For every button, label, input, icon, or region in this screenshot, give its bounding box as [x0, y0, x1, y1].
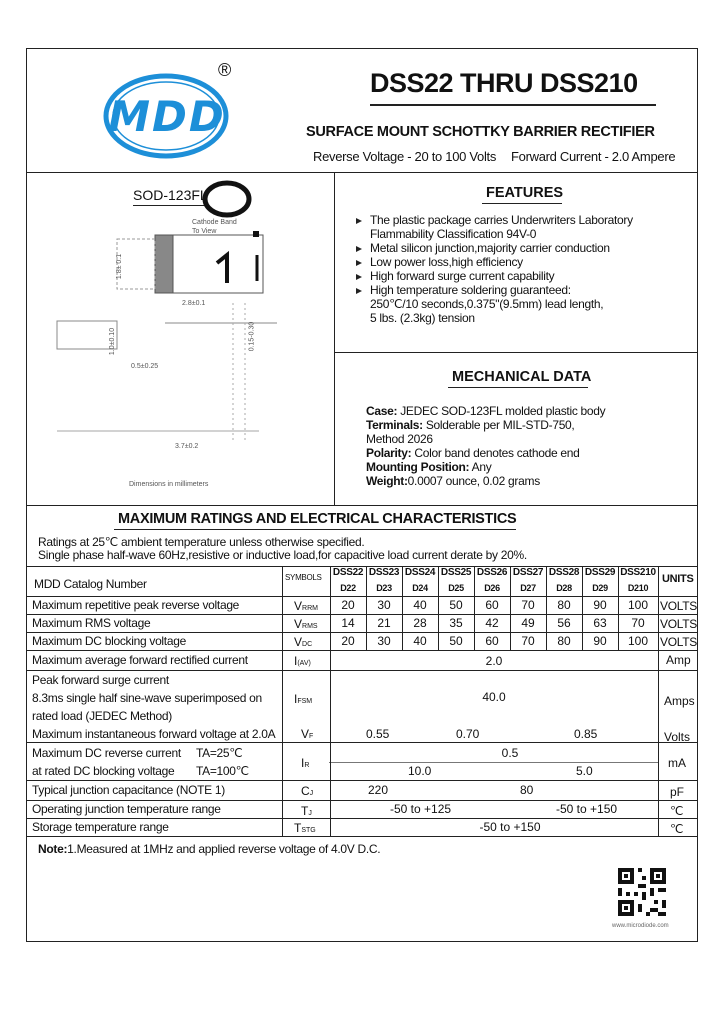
rms-value: 63 — [593, 616, 607, 630]
rrm-value: 40 — [413, 598, 427, 612]
rms-symbol: VRMS — [294, 617, 318, 631]
ratings-heading: MAXIMUM RATINGS AND ELECTRICAL CHARACTERISTICS — [118, 511, 517, 527]
dim-length: 2.8±0.1 — [182, 300, 206, 307]
part-code: D27 — [520, 583, 536, 593]
tj-label: Operating junction temperature range — [32, 802, 221, 816]
part-code: D26 — [484, 583, 500, 593]
package-diagram — [27, 173, 334, 505]
ir-label: Maximum DC reverse current — [32, 746, 181, 760]
dc-value: 20 — [341, 634, 355, 648]
ir-symbol: IR — [301, 756, 310, 770]
cj-value: 80 — [520, 783, 534, 797]
cj-value: 220 — [368, 783, 389, 797]
rms-value: 21 — [377, 616, 391, 630]
part-number: DSS24 — [404, 567, 436, 578]
part-number: DSS210 — [620, 567, 656, 578]
part-number: DSS27 — [512, 567, 544, 578]
feature-item-cont: 250℃/10 seconds,0.375"(9.5mm) lead length, — [370, 297, 604, 311]
vf-value: 0.70 — [456, 727, 480, 741]
rms-value: 35 — [449, 616, 463, 630]
features-list — [356, 213, 633, 325]
ir-value-100: 10.0 — [408, 764, 432, 778]
dc-unit: VOLTS — [660, 635, 697, 649]
reverse-voltage: Reverse Voltage - 20 to 100 Volts — [313, 149, 497, 164]
rrm-label: Maximum repetitive peak reverse voltage — [32, 598, 240, 612]
features-divider — [334, 352, 698, 353]
rrm-value: 20 — [341, 598, 355, 612]
tj-value: -50 to +150 — [556, 802, 618, 816]
part-number: DSS22 — [332, 567, 364, 578]
rrm-value: 50 — [449, 598, 463, 612]
feature-item-cont: 5 lbs. (2.3kg) tension — [370, 311, 475, 325]
ir-label-cont: at rated DC blocking voltage — [32, 764, 175, 778]
dim-overall: 3.7±0.2 — [175, 443, 199, 450]
rms-value: 70 — [631, 616, 645, 630]
mdd-logo — [100, 70, 238, 162]
rms-value: 49 — [521, 616, 535, 630]
rrm-value: 100 — [627, 598, 649, 612]
forward-current: Forward Current - 2.0 Ampere — [511, 149, 676, 164]
dc-label: Maximum DC blocking voltage — [32, 634, 186, 648]
iav-unit: Amp — [666, 653, 691, 667]
feature-item: High temperature soldering guaranteed: — [356, 283, 633, 297]
mechanical-list — [366, 404, 605, 488]
fsm-value: 40.0 — [482, 690, 506, 704]
ratings-note-2: Single phase half-wave 60Hz,resistive or inductive load,for capacitive load current derate by 20%. — [38, 548, 527, 562]
rrm-value: 70 — [521, 598, 535, 612]
part-code: D25 — [448, 583, 464, 593]
dim-pad: 0.5±0.25 — [131, 363, 159, 370]
ir-value-100: 5.0 — [576, 764, 593, 778]
part-code: D23 — [376, 583, 392, 593]
tstg-label: Storage temperature range — [32, 820, 169, 834]
dc-value: 50 — [449, 634, 463, 648]
features-heading: FEATURES — [486, 185, 564, 201]
dc-value: 80 — [557, 634, 571, 648]
rrm-symbol: VRRM — [294, 599, 318, 613]
part-code: D24 — [412, 583, 428, 593]
footnote-label: Note: — [38, 842, 68, 856]
feature-item: High forward surge current capability — [356, 269, 633, 283]
ir-cond-100: TA=100℃ — [196, 764, 249, 778]
dim-height: 1.8± 0.1 — [116, 253, 124, 280]
dc-value: 90 — [593, 634, 607, 648]
rms-value: 56 — [557, 616, 571, 630]
vf-symbol: VF — [301, 727, 314, 741]
feature-item: The plastic package carries Underwriters Laboratory — [356, 213, 633, 227]
rrm-value: 80 — [557, 598, 571, 612]
iav-symbol: I(AV) — [294, 654, 311, 668]
rms-value: 28 — [413, 616, 427, 630]
part-number: DSS26 — [476, 567, 508, 578]
rrm-value: 90 — [593, 598, 607, 612]
footnote-text: 1.Measured at 1MHz and applied reverse voltage of 4.0V D.C. — [67, 842, 381, 856]
rms-label: Maximum RMS voltage — [32, 616, 151, 630]
feature-item: Metal silicon junction,majority carrier conduction — [356, 241, 633, 255]
dim-body: 1.0±0.10 — [109, 327, 117, 356]
top-view-label: To View — [192, 228, 217, 235]
vf-unit: Volts — [664, 730, 691, 744]
footnote — [38, 842, 380, 856]
mech-terminals: Terminals: Solderable per MIL-STD-750, — [366, 418, 575, 432]
dc-value: 30 — [377, 634, 391, 648]
part-code: D22 — [340, 583, 356, 593]
fsm-symbol: IFSM — [294, 692, 313, 706]
tj-symbol: TJ — [301, 804, 312, 818]
ir-cond-25: TA=25℃ — [196, 746, 243, 760]
units-header: UNITS — [662, 573, 694, 585]
ir-value-25: 0.5 — [501, 746, 519, 760]
registered-mark: ® — [218, 60, 232, 80]
characteristics-table — [26, 566, 698, 836]
fsm-unit: Amps — [664, 694, 695, 708]
fsm-label: Peak forward surge current — [32, 673, 169, 687]
dc-value: 60 — [485, 634, 499, 648]
rms-value: 42 — [485, 616, 499, 630]
vf-value: 0.55 — [366, 727, 390, 741]
cathode-band-label: Cathode Band — [192, 219, 237, 226]
tstg-unit: ℃ — [670, 822, 684, 836]
cj-unit: pF — [670, 785, 685, 799]
dim-lead: 0.15-0.30 — [248, 321, 256, 352]
vf-label: Maximum instantaneous forward voltage at 2.0A — [32, 727, 276, 741]
fsm-label-cont: rated load (JEDEC Method) — [32, 709, 172, 723]
part-number: DSS29 — [584, 567, 616, 578]
vf-value: 0.85 — [574, 727, 598, 741]
dc-value: 70 — [521, 634, 535, 648]
feature-item-cont: Flammability Classification 94V-0 — [370, 227, 537, 241]
symbols-header: SYMBOLS — [285, 573, 322, 582]
rrm-unit: VOLTS — [660, 599, 697, 613]
iav-label: Maximum average forward rectified current — [32, 653, 248, 667]
cj-symbol: CJ — [301, 784, 314, 798]
part-code: D28 — [556, 583, 572, 593]
part-code: D210 — [627, 583, 649, 593]
part-number: DSS25 — [440, 567, 472, 578]
rms-value: 14 — [341, 616, 355, 630]
dc-value: 40 — [413, 634, 427, 648]
part-number: DSS23 — [368, 567, 400, 578]
iav-value: 2.0 — [485, 654, 503, 668]
qr-caption: www.microdiode.com — [612, 923, 669, 929]
ratings-heading-underline — [114, 529, 516, 530]
qr-code — [618, 868, 670, 920]
tstg-value: -50 to +150 — [479, 820, 541, 834]
mechanical-heading: MECHANICAL DATA — [452, 369, 592, 385]
tj-value: -50 to +125 — [390, 802, 452, 816]
dc-symbol: VDC — [294, 635, 313, 649]
rrm-value: 60 — [485, 598, 499, 612]
catalog-label: MDD Catalog Number — [34, 577, 147, 591]
ir-unit: mA — [668, 756, 686, 770]
logo-text: MDD — [108, 92, 226, 141]
fsm-label-cont: 8.3ms single half sine-wave superimposed on — [32, 691, 262, 705]
rrm-value: 30 — [377, 598, 391, 612]
title-underline — [370, 104, 656, 106]
mech-terminals-cont: Method 2026 — [366, 432, 433, 446]
rms-unit: VOLTS — [660, 617, 697, 631]
ratings-note-1: Ratings at 25℃ ambient temperature unless otherwise specified. — [38, 535, 365, 549]
mech-case: Case: JEDEC SOD-123FL molded plastic body — [366, 404, 606, 418]
mech-mounting: Mounting Position: Any — [366, 460, 492, 474]
mech-polarity: Polarity: Color band denotes cathode end — [366, 446, 580, 460]
package-label: SOD-123FL — [133, 187, 208, 203]
feature-item: Low power loss,high efficiency — [356, 255, 633, 269]
cj-label: Typical junction capacitance (NOTE 1) — [32, 783, 225, 797]
ratings-divider — [26, 505, 698, 506]
part-code: D29 — [592, 583, 608, 593]
page-title: DSS22 THRU DSS210 — [370, 68, 638, 98]
column-divider — [334, 172, 335, 505]
tj-unit: ℃ — [670, 804, 684, 818]
dc-value: 100 — [627, 634, 649, 648]
mech-weight: Weight:0.0007 ounce, 0.02 grams — [366, 474, 540, 488]
product-subtitle: SURFACE MOUNT SCHOTTKY BARRIER RECTIFIER — [306, 124, 655, 140]
features-heading-underline — [482, 203, 562, 204]
tstg-symbol: TSTG — [294, 821, 316, 835]
dimension-units-note: Dimensions in millimeters — [129, 481, 209, 488]
part-number: DSS28 — [548, 567, 580, 578]
mechanical-heading-underline — [448, 387, 588, 388]
